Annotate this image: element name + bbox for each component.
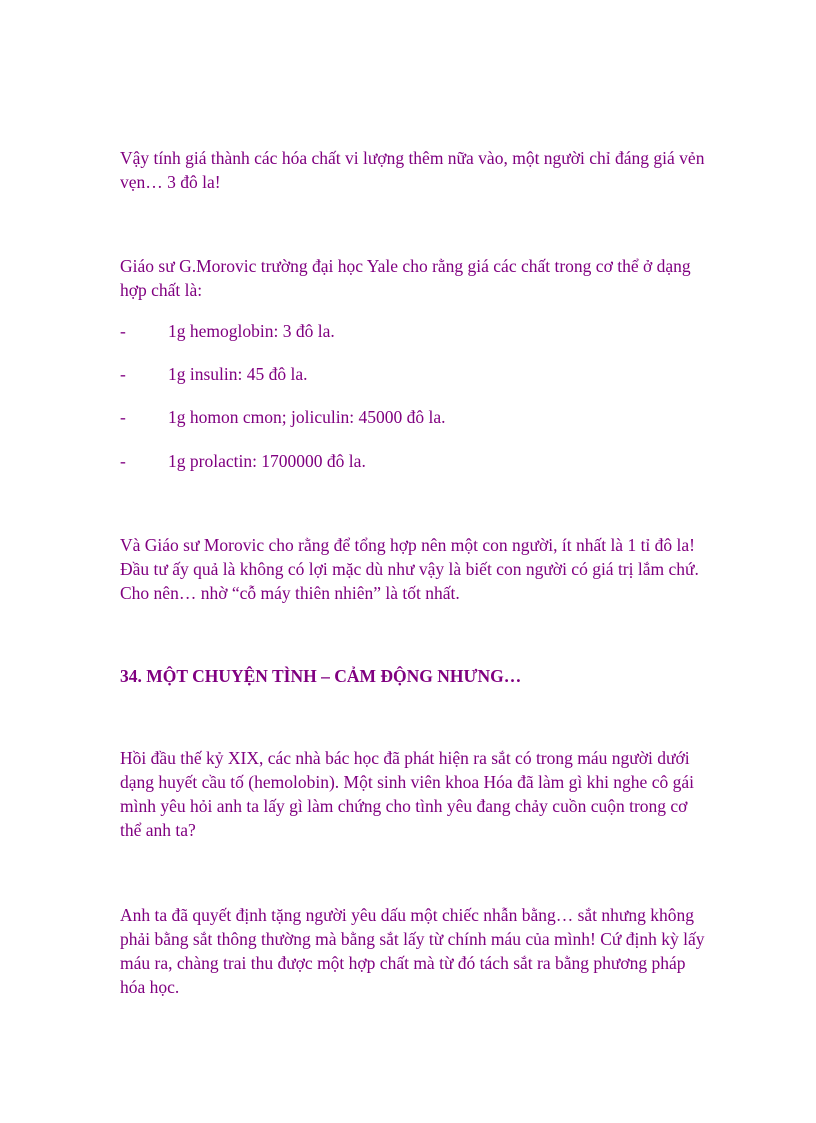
list-bullet: - (120, 451, 126, 471)
paragraph-morovic-intro: Giáo sư G.Morovic trường đại học Yale cho rằng giá các chất trong cơ thể ở dạng hợp chất là: (120, 256, 691, 300)
list-item (120, 449, 710, 473)
paragraph-price-summary: Vậy tính giá thành các hóa chất vi lượng thêm nữa vào, một người chỉ đáng giá vẻn vẹn… 3 đô la! (120, 148, 705, 192)
list-item (120, 405, 710, 429)
paragraph-synthesis-cost: Và Giáo sư Morovic cho rằng để tổng hợp nên một con người, ít nhất là 1 tỉ đô la! Đầu tư ấy quả là không có lợi mặc dù như vậy là biết con người có giá trị lắm chứ. Cho nên… nhờ “cỗ máy thiên nhiên” là tốt nhất. (120, 535, 699, 603)
list-bullet: - (120, 321, 126, 341)
paragraph-love-story-question: Hồi đầu thế kỷ XIX, các nhà bác học đã phát hiện ra sắt có trong máu người dưới dạng huyết cầu tố (hemolobin). Một sinh viên khoa Hóa đã làm gì khi nghe cô gái mình yêu hỏi anh ta lấy gì làm chứng cho tình yêu đang chảy cuồn cuộn trong cơ thể anh ta? (120, 748, 694, 840)
list-item (120, 319, 710, 343)
list-item (120, 362, 710, 386)
list-item-text: 1g hemoglobin: 3 đô la. (168, 321, 335, 341)
list-bullet: - (120, 407, 126, 427)
list-bullet: - (120, 364, 126, 384)
list-item-text: 1g insulin: 45 đô la. (168, 364, 308, 384)
list-item-text: 1g prolactin: 1700000 đô la. (168, 451, 366, 471)
list-item-text: 1g homon cmon; joliculin: 45000 đô la. (168, 407, 446, 427)
paragraph-iron-ring: Anh ta đã quyết định tặng người yêu dấu một chiếc nhẫn bằng… sắt nhưng không phải bằng sắt thông thường mà bằng sắt lấy từ chính máu của mình! Cứ định kỳ lấy máu ra, chàng trai thu được một hợp chất mà từ đó tách sắt ra bằng phương pháp hóa học. (120, 905, 705, 997)
section-heading: 34. MỘT CHUYỆN TÌNH – CẢM ĐỘNG NHƯNG… (120, 666, 522, 686)
